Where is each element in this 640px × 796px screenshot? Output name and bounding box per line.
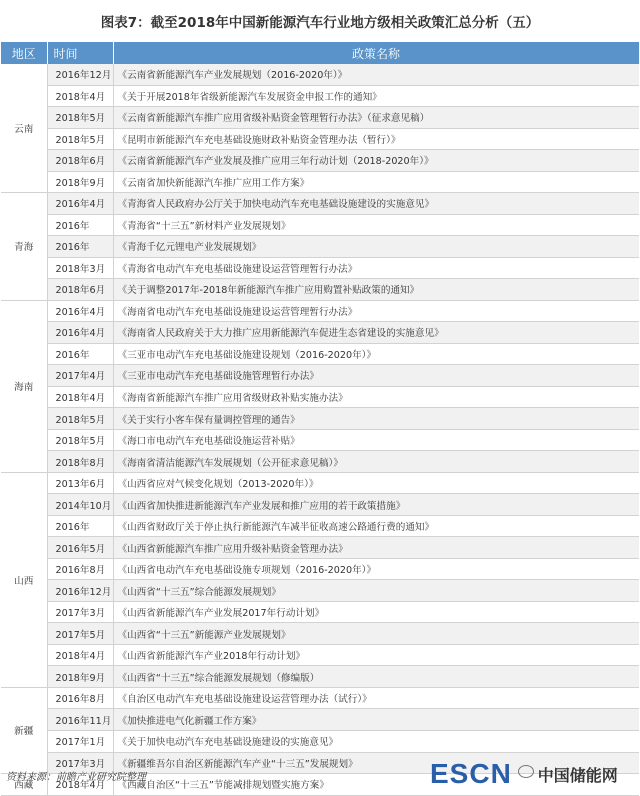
table-row: [1, 171, 639, 193]
date-cell: 2017年1月: [47, 730, 113, 752]
date-cell: 2016年: [47, 343, 113, 365]
table-row: [1, 214, 639, 236]
date-cell: 2016年12月: [47, 64, 113, 85]
policy-title-cell: 《海口市电动汽车充电基础设施运营补贴》: [113, 429, 639, 451]
date-cell: 2016年11月: [47, 709, 113, 731]
policy-title-cell: 《青海省“十三五”新材料产业发展规划》: [113, 214, 639, 236]
policy-title-cell: 《山西省加快推进新能源汽车产业发展和推广应用的若干政策措施》: [113, 494, 639, 516]
date-cell: 2016年: [47, 214, 113, 236]
table-row: [1, 644, 639, 666]
table-header-row: [1, 42, 639, 64]
policy-title-cell: 《昆明市新能源汽车充电基础设施财政补贴资金管理办法（暂行）》: [113, 128, 639, 150]
policy-title-cell: 《海南省清洁能源汽车发展规划（公开征求意见稿）》: [113, 451, 639, 473]
date-cell: 2016年8月: [47, 687, 113, 709]
table-row: [1, 279, 639, 301]
table-row: [1, 429, 639, 451]
policy-title-cell: 《加快推进电气化新疆工作方案》: [113, 709, 639, 731]
date-cell: 2016年5月: [47, 537, 113, 559]
source-note: 资料来源：前瞻产业研究院整理: [6, 772, 146, 783]
date-cell: 2018年8月: [47, 451, 113, 473]
table-row: [1, 408, 639, 430]
policy-title-cell: 《山西省新能源汽车产业发展2017年行动计划》: [113, 601, 639, 623]
table-row: [1, 107, 639, 129]
policy-title-cell: 《青海千亿元锂电产业发展规划》: [113, 236, 639, 258]
policy-title-cell: 《海南省新能源汽车推广应用省级财政补贴实施办法》: [113, 386, 639, 408]
date-cell: 2016年: [47, 236, 113, 258]
table-row: [1, 558, 639, 580]
policy-title-cell: 《山西省应对气候变化规划（2013-2020年）》: [113, 472, 639, 494]
page-title: 图表7：截至2018年中国新能源汽车行业地方级相关政策汇总分析（五）: [100, 15, 540, 31]
policy-title-cell: 《新疆维吾尔自治区新能源汽车产业“十三五”发展规划》: [113, 752, 639, 774]
date-cell: 2018年5月: [47, 128, 113, 150]
date-cell: 2018年6月: [47, 279, 113, 301]
policy-title-cell: 《海南省电动汽车充电基础设施建设运营管理暂行办法》: [113, 300, 639, 322]
date-cell: 2016年4月: [47, 193, 113, 215]
date-cell: 2018年4月: [47, 774, 113, 796]
table-row: [1, 365, 639, 387]
date-cell: 2018年5月: [47, 429, 113, 451]
table-row: [1, 300, 639, 322]
region-cell: 西藏: [1, 774, 47, 796]
policy-title-cell: 《关于加快电动汽车充电基础设施建设的实施意见》: [113, 730, 639, 752]
region-cell: 海南: [1, 300, 47, 472]
header-region: 地区: [1, 42, 47, 64]
date-cell: 2014年10月: [47, 494, 113, 516]
date-cell: 2016年4月: [47, 322, 113, 344]
table-row: [1, 709, 639, 731]
date-cell: 2018年5月: [47, 107, 113, 129]
table-row: [1, 451, 639, 473]
policy-title-cell: 《山西省新能源汽车产业2018年行动计划》: [113, 644, 639, 666]
date-cell: 2013年6月: [47, 472, 113, 494]
table-row: [1, 494, 639, 516]
brand-name: 中国储能网: [537, 765, 618, 785]
table-row: [1, 386, 639, 408]
policy-title-cell: 《三亚市电动汽车充电基础设施建设规划（2016-2020年）》: [113, 343, 639, 365]
date-cell: 2018年4月: [47, 386, 113, 408]
region-cell: 青海: [1, 193, 47, 301]
table-row: [1, 537, 639, 559]
date-cell: 2017年5月: [47, 623, 113, 645]
table-row: [1, 85, 639, 107]
table-row: [1, 580, 639, 602]
wechat-icon: [518, 765, 534, 778]
date-cell: 2018年5月: [47, 408, 113, 430]
region-cell: 新疆: [1, 687, 47, 773]
policy-title-cell: 《海南省人民政府关于大力推广应用新能源汽车促进生态省建设的实施意见》: [113, 322, 639, 344]
date-cell: 2017年4月: [47, 365, 113, 387]
table-row: [1, 472, 639, 494]
policy-title-cell: 《青海省电动汽车充电基础设施建设运营管理暂行办法》: [113, 257, 639, 279]
date-cell: 2018年4月: [47, 85, 113, 107]
header-title: 政策名称: [113, 42, 639, 64]
date-cell: 2018年3月: [47, 257, 113, 279]
date-cell: 2018年9月: [47, 171, 113, 193]
table-row: [1, 64, 639, 85]
policy-title-cell: 《云南省新能源汽车产业发展及推广应用三年行动计划（2018-2020年）》: [113, 150, 639, 172]
policy-title-cell: 《山西省“十三五”综合能源发展规划》: [113, 580, 639, 602]
date-cell: 2018年9月: [47, 666, 113, 688]
policy-title-cell: 《自治区电动汽车充电基础设施建设运营管理办法（试行）》: [113, 687, 639, 709]
policy-title-cell: 《山西省“十三五”新能源产业发展规划》: [113, 623, 639, 645]
policy-title-cell: 《关于开展2018年省级新能源汽车发展资金申报工作的通知》: [113, 85, 639, 107]
table-row: [1, 150, 639, 172]
policy-title-cell: 《关于调整2017年-2018年新能源汽车推广应用购置补贴政策的通知》: [113, 279, 639, 301]
date-cell: 2016年8月: [47, 558, 113, 580]
table-row: [1, 515, 639, 537]
date-cell: 2016年: [47, 515, 113, 537]
policy-title-cell: 《云南省新能源汽车推广应用省级补贴资金管理暂行办法》（征求意见稿）: [113, 107, 639, 129]
policy-title-cell: 《山西省“十三五”综合能源发展规划（修编版）: [113, 666, 639, 688]
policy-title-cell: 《云南省新能源汽车产业发展规划（2016-2020年）》: [113, 64, 639, 85]
region-cell: 云南: [1, 64, 47, 193]
table-row: [1, 343, 639, 365]
date-cell: 2016年4月: [47, 300, 113, 322]
table-row: [1, 687, 639, 709]
table-row: [1, 236, 639, 258]
table-row: [1, 623, 639, 645]
date-cell: 2016年12月: [47, 580, 113, 602]
brand-logo: ESCN: [430, 758, 512, 789]
table-row: [1, 257, 639, 279]
table-row: [1, 730, 639, 752]
date-cell: 2017年3月: [47, 752, 113, 774]
brand-watermark: [430, 758, 618, 790]
policy-title-cell: 《山西省财政厅关于停止执行新能源汽车减半征收高速公路通行费的通知》: [113, 515, 639, 537]
date-cell: 2018年4月: [47, 644, 113, 666]
policy-title-cell: 《山西省新能源汽车推广应用升级补贴资金管理办法》: [113, 537, 639, 559]
table-row: [1, 666, 639, 688]
policy-title-cell: 《关于实行小客车保有量调控管理的通告》: [113, 408, 639, 430]
table-body: [1, 64, 639, 795]
policy-title-cell: 《云南省加快新能源汽车推广应用工作方案》: [113, 171, 639, 193]
policy-title-cell: 《青海省人民政府办公厅关于加快电动汽车充电基础设施建设的实施意见》: [113, 193, 639, 215]
policy-title-cell: 《三亚市电动汽车充电基础设施管理暂行办法》: [113, 365, 639, 387]
policy-table: [1, 42, 640, 796]
date-cell: 2017年3月: [47, 601, 113, 623]
policy-title-cell: 《西藏自治区“十三五”节能减排规划暨实施方案》: [113, 774, 639, 796]
header-date: 时间: [47, 42, 113, 64]
date-cell: 2018年6月: [47, 150, 113, 172]
table-row: [1, 322, 639, 344]
region-cell: 山西: [1, 472, 47, 687]
table-row: [1, 193, 639, 215]
policy-title-cell: 《山西省电动汽车充电基础设施专项规划（2016-2020年）》: [113, 558, 639, 580]
table-row: [1, 601, 639, 623]
table-row: [1, 128, 639, 150]
